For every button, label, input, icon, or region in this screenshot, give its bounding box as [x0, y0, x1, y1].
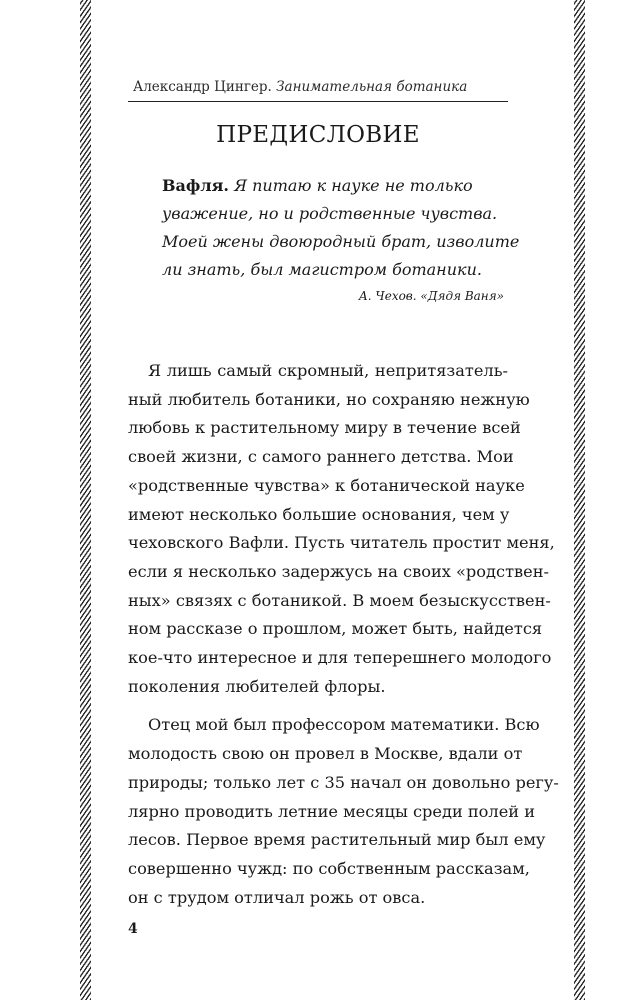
text-line: ных» связях с ботаникой. В моем безыскусствен- — [128, 590, 551, 610]
text-line: лярно проводить летние месяцы среди полей и — [128, 801, 536, 821]
right-decorative-border — [574, 0, 585, 1000]
epigraph-line: уважение, но и родственные чувства. — [162, 204, 498, 223]
paragraph-1 — [128, 357, 555, 701]
text-line: поколения любителей флоры. — [128, 676, 386, 696]
header-author: Александр Цингер. — [133, 79, 272, 95]
header-book-title: Занимательная ботаника — [276, 79, 468, 95]
epigraph — [162, 172, 520, 284]
text-line: «родственные чувства» к ботанической науке — [128, 475, 525, 495]
text-line: лесов. Первое время растительный мир был ему — [128, 830, 546, 850]
running-header — [133, 79, 467, 95]
text-line: кое-что интересное и для теперешнего молодого — [128, 648, 552, 668]
text-line: ном рассказе о прошлом, может быть, найдется — [128, 619, 543, 639]
text-line: любовь к растительному миру в течение всей — [128, 418, 521, 438]
left-decorative-border — [80, 0, 91, 1000]
epigraph-speaker: Вафля. — [162, 176, 229, 195]
body-text — [128, 357, 559, 912]
text-line: если я несколько задержусь на своих «родствен- — [128, 561, 549, 581]
text-line: природы; только лет с 35 начал он довольно регу- — [128, 772, 559, 792]
text-line: молодость свою он провел в Москве, вдали от — [128, 744, 523, 764]
paragraph-2 — [128, 711, 559, 912]
text-line: Отец мой был профессором математики. Всю — [148, 715, 540, 735]
text-line: Я лишь самый скромный, непритязатель- — [148, 361, 508, 380]
epigraph-line: ли знать, был магистром ботаники. — [162, 260, 482, 279]
text-line: он с трудом отличал рожь от овса. — [128, 887, 426, 907]
text-line: имеют несколько большие основания, чем у — [128, 504, 510, 524]
chapter-title: ПРЕДИСЛОВИЕ — [216, 122, 420, 148]
epigraph-line: Моей жены двоюродный брат, изволите — [162, 232, 520, 251]
text-line: ный любитель ботаники, но сохраняю нежную — [128, 389, 530, 409]
text-line: чеховского Вафли. Пусть читатель простит меня, — [128, 533, 555, 553]
page-number: 4 — [128, 921, 138, 937]
epigraph-line: Вафля. Я питаю к науке не только — [162, 176, 473, 195]
epigraph-attribution: А. Чехов. «Дядя Ваня» — [358, 289, 504, 303]
header-rule — [128, 101, 508, 102]
text-line: совершенно чужд: по собственным рассказам, — [128, 858, 530, 878]
text-line: своей жизни, с самого раннего детства. Мои — [128, 447, 514, 467]
